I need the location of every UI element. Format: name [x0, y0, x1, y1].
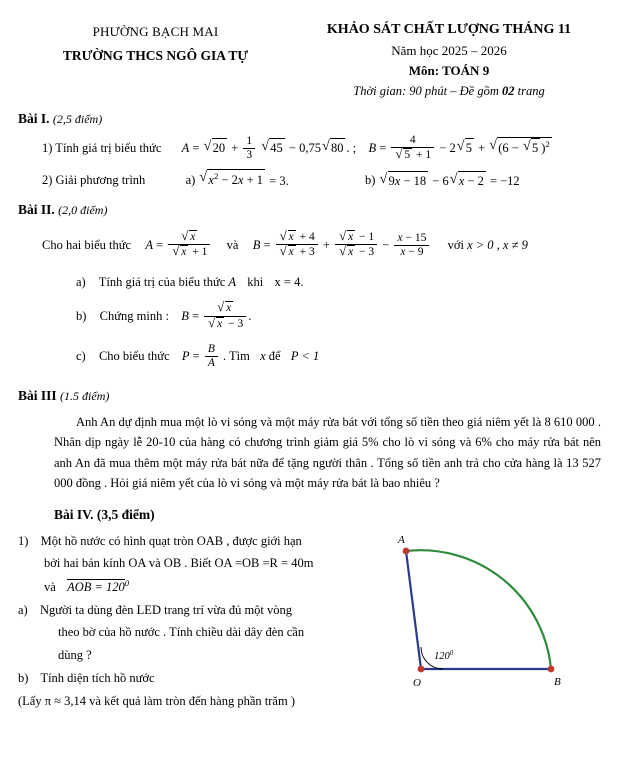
section-2-and: và — [226, 237, 239, 252]
radius-OA-line — [406, 551, 421, 669]
section-4-q1-and: và — [44, 579, 56, 594]
section-1-q1 — [18, 134, 605, 162]
arc-AB — [406, 550, 551, 669]
section-2-heading — [18, 202, 605, 218]
expr-separator: ; — [352, 140, 357, 155]
section-2-a-value: x = 4. — [274, 275, 304, 290]
label-A: A — [398, 534, 405, 547]
section-1-q2 — [18, 169, 605, 189]
section-1-q2b-tag: b) — [364, 173, 376, 188]
section-2-b — [18, 301, 605, 330]
section-1-points: (2,5 điểm) — [52, 112, 103, 126]
expr-B2: B = √ x + 4 √ x + 3 + √ x − 1 √ x − 3 − $\frac{x - 15}{x - 9}$ — [253, 238, 435, 252]
section-4-a-line1 — [18, 600, 378, 620]
exam-title: KHẢO SÁT CHẤT LƯỢNG THÁNG 11 — [326, 22, 572, 37]
section-4-heading — [18, 507, 605, 523]
section-4-b-text1: Tính diện tích hồ nước — [40, 670, 155, 685]
section-4-q1-line2: bởi hai bán kính OA và OB . Biết OA =OB =R = 40m — [44, 556, 314, 571]
point-A — [403, 548, 410, 555]
section-4-title: Bài IV. — [54, 507, 94, 523]
section-2-c-tag: c) — [76, 348, 86, 363]
expr-A: A = √ 20 + $\frac{1}{3}$ √ 45 − 0,75 √ 80 . — [182, 141, 353, 155]
section-2-intro — [18, 230, 605, 259]
section-2-a-when: khi — [247, 275, 264, 290]
section-4-b-tag: b) — [18, 670, 29, 685]
section-2-cond-label: với — [447, 237, 464, 252]
section-2-c-text3: để — [268, 348, 281, 363]
point-O — [418, 666, 425, 673]
section-4-angle-expr: AOB = $120^0$ — [67, 577, 130, 594]
section-2-a-var: A — [228, 275, 237, 290]
section-4-body — [18, 529, 605, 711]
school-block — [18, 22, 293, 99]
school-year: Năm học 2025 – 2026 — [391, 43, 507, 58]
section-2-c-text: Cho biểu thức — [98, 348, 170, 363]
section-2-a-text: Tính giá trị của biểu thức — [98, 275, 226, 290]
section-2-c-var: x — [260, 348, 266, 363]
label-angle: $120^0$ — [434, 649, 454, 663]
pages-text: trang — [514, 84, 545, 98]
section-2-c-text2: . Tìm — [222, 348, 250, 363]
section-4-b-line1 — [18, 668, 378, 688]
section-2-b-tag: b) — [76, 309, 87, 324]
page-count: 02 — [501, 84, 515, 98]
section-2-c-cond: P < 1 — [290, 348, 320, 363]
section-2-c — [18, 343, 605, 370]
subject: Môn: TOÁN 9 — [408, 63, 490, 78]
section-2-title: Bài II. — [18, 201, 55, 217]
section-3-paragraph: Anh An dự định mua một lò vi sóng và một máy rửa bát với tổng số tiền theo giá niêm yết là 8 610 000 . Nhân dịp ngày lễ 20-10 của hàng có chương trình giảm giá 5% cho lò vi sóng và 6% cho máy rửa bát nên anh An đã mua thêm một máy rửa bát nữa để tặng người thân . Tổng số tiền anh trả cho cửa hàng là 13 527 000 đồng . Hỏi giá niêm yết của lò vi sóng và một máy rửa bát là bao nhiêu ? — [54, 415, 601, 490]
section-2-intro-text: Cho hai biểu thức — [42, 237, 132, 252]
section-2-points: (2,0 điểm) — [58, 202, 108, 217]
point-B — [548, 666, 555, 673]
school-name: TRƯỜNG THCS NGÔ GIA TỰ — [62, 48, 249, 63]
expr-B: B = 4 √ 5 + 1 − 2 √ 5 + √ (6 − √ 5 )$^2$ — [368, 141, 552, 155]
section-4-a-line2: theo bờ của hồ nước . Tính chiều dài dây đèn cần — [58, 625, 305, 640]
expr-P: P = $\frac{B}{A}$ — [182, 349, 223, 363]
section-4-a-text1: Người ta dùng đèn LED trang trí vừa đủ một vòng — [39, 603, 293, 618]
section-4-q1-tag: 1) — [18, 534, 29, 549]
expr-A2: A = √ x √ x + 1 — [145, 238, 215, 252]
section-3-heading — [18, 388, 605, 404]
duration-text: Thời gian: 90 phút – Đề gồm — [353, 84, 502, 98]
section-4-note: (Lấy π ≈ 3,14 và kết quả làm tròn đến hàng phần trăm ) — [18, 694, 295, 709]
expr-q2a: √ $x^2 - 2x + 1 = 3$. — [198, 174, 291, 188]
section-2-cond: x > 0 , x ≠ 9 — [467, 237, 528, 252]
section-1-heading — [18, 111, 605, 127]
section-1-title: Bài I. — [18, 111, 50, 126]
document-body — [0, 111, 623, 711]
section-2-b-text: Chứng minh : — [99, 309, 169, 324]
section-4-q1-line1 — [18, 531, 378, 551]
section-1-q2a-tag: a) — [185, 173, 196, 188]
duration-pages — [293, 84, 605, 99]
exam-info-block — [293, 22, 605, 99]
label-B: B — [554, 676, 561, 689]
section-2-a — [18, 273, 605, 291]
section-4-q1-text1: Một hồ nước có hình quạt tròn OAB , được giới hạn — [40, 534, 302, 549]
section-1-q1-label: 1) Tính giá trị biểu thức — [42, 140, 162, 155]
section-4-figure-column — [378, 529, 605, 711]
section-4-text-column — [18, 529, 378, 711]
label-O: O — [413, 677, 421, 690]
document-header — [0, 0, 623, 99]
section-4-a-line3: dùng ? — [58, 647, 92, 662]
sector-diagram — [378, 529, 593, 694]
section-4-points: (3,5 điểm) — [96, 507, 155, 523]
section-4-q1-line3 — [18, 576, 378, 597]
section-3-points: (1.5 điểm) — [60, 389, 110, 404]
ward-name: PHƯỜNG BẠCH MAI — [92, 24, 219, 39]
section-2-a-tag: a) — [76, 275, 86, 290]
section-3-title: Bài III — [18, 388, 57, 404]
expr-q2b: √ 9x − 18 − 6 √ x − 2 = −12 — [379, 174, 520, 188]
section-1-q2-label: 2) Giải phương trình — [42, 173, 146, 188]
expr-b-proof: B = √ x √ x − 3 . — [181, 309, 251, 323]
section-4-a-tag: a) — [18, 603, 28, 618]
